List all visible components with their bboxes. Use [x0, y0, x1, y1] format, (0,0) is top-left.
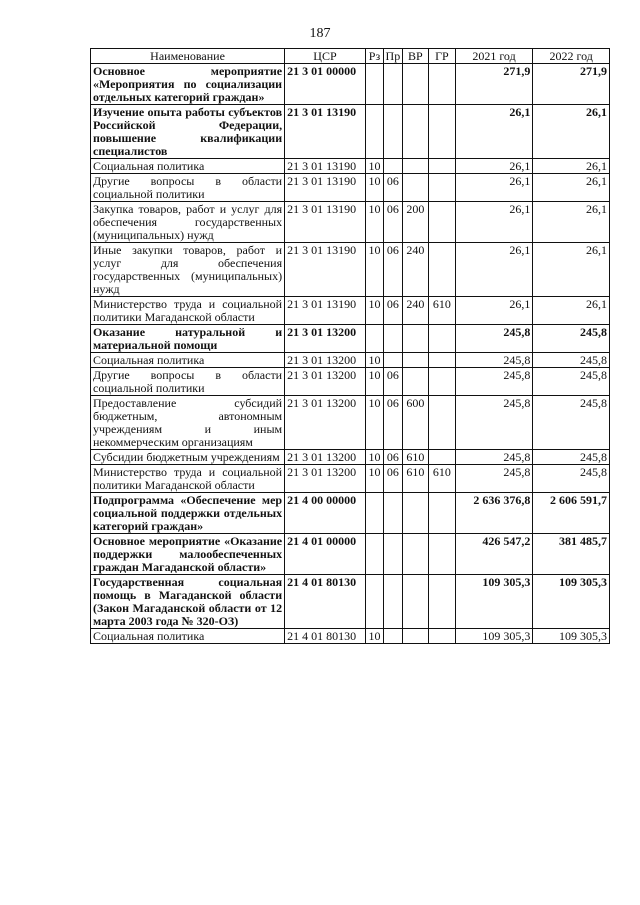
row-vr: [402, 534, 429, 575]
table-row: [91, 396, 610, 450]
row-gr: [429, 243, 456, 297]
row-amount-2021: 26,1: [455, 202, 533, 243]
row-amount-2022: 245,8: [533, 465, 610, 493]
table-row: [91, 629, 610, 644]
row-csr: 21 3 01 13200: [285, 465, 366, 493]
header-vr: ВР: [402, 49, 429, 64]
row-gr: [429, 368, 456, 396]
row-csr: 21 4 01 80130: [285, 629, 366, 644]
row-rz: [365, 534, 383, 575]
table-row: [91, 534, 610, 575]
table-row: [91, 159, 610, 174]
row-name: Оказание натуральной и материальной помощи: [91, 325, 285, 353]
row-name: Министерство труда и социальной политики Магаданской области: [91, 297, 285, 325]
row-amount-2022: 26,1: [533, 105, 610, 159]
row-name: Социальная политика: [91, 159, 285, 174]
row-gr: [429, 396, 456, 450]
row-pr: [384, 575, 402, 629]
row-name: Закупка товаров, работ и услуг для обеспечения государственных (муниципальных) нужд: [91, 202, 285, 243]
row-name: Изучение опыта работы субъектов Российской Федерации, повышение квалификации специалистов: [91, 105, 285, 159]
table-header-row: [91, 49, 610, 64]
row-pr: 06: [384, 297, 402, 325]
row-amount-2022: 245,8: [533, 396, 610, 450]
row-amount-2021: 26,1: [455, 105, 533, 159]
row-name: Социальная политика: [91, 629, 285, 644]
row-csr: 21 3 01 13190: [285, 297, 366, 325]
row-rz: 10: [365, 297, 383, 325]
row-rz: [365, 493, 383, 534]
row-name: Иные закупки товаров, работ и услуг для обеспечения государственных (муниципальных) нужд: [91, 243, 285, 297]
row-gr: [429, 64, 456, 105]
row-name: Министерство труда и социальной политики Магаданской области: [91, 465, 285, 493]
row-name: Другие вопросы в области социальной политики: [91, 174, 285, 202]
row-amount-2021: 271,9: [455, 64, 533, 105]
row-name: Подпрограмма «Обеспечение мер социальной поддержки отдельных категорий граждан»: [91, 493, 285, 534]
table-row: [91, 575, 610, 629]
row-rz: 10: [365, 202, 383, 243]
row-amount-2021: 245,8: [455, 368, 533, 396]
row-rz: 10: [365, 450, 383, 465]
row-amount-2021: 245,8: [455, 450, 533, 465]
row-vr: [402, 575, 429, 629]
row-csr: 21 3 01 13190: [285, 243, 366, 297]
row-csr: 21 3 01 13190: [285, 105, 366, 159]
row-rz: 10: [365, 368, 383, 396]
row-csr: 21 3 01 13200: [285, 353, 366, 368]
table-row: [91, 353, 610, 368]
row-amount-2021: 109 305,3: [455, 629, 533, 644]
row-amount-2021: 245,8: [455, 325, 533, 353]
row-gr: [429, 202, 456, 243]
row-rz: [365, 105, 383, 159]
row-vr: 610: [402, 450, 429, 465]
row-name: Основное мероприятие «Оказание поддержки малообеспеченных граждан Магаданской области»: [91, 534, 285, 575]
row-pr: 06: [384, 243, 402, 297]
row-pr: [384, 64, 402, 105]
row-gr: [429, 629, 456, 644]
row-pr: 06: [384, 202, 402, 243]
row-name: Предоставление субсидий бюджетным, автономным учреждениям и иным некоммерческим организациям: [91, 396, 285, 450]
header-year-2021: 2021 год: [455, 49, 533, 64]
row-amount-2021: 26,1: [455, 243, 533, 297]
row-csr: 21 3 01 13200: [285, 396, 366, 450]
row-csr: 21 3 01 13200: [285, 325, 366, 353]
row-gr: [429, 450, 456, 465]
row-gr: [429, 174, 456, 202]
row-rz: 10: [365, 465, 383, 493]
table-row: [91, 325, 610, 353]
row-gr: [429, 493, 456, 534]
row-amount-2022: 245,8: [533, 325, 610, 353]
row-amount-2022: 245,8: [533, 368, 610, 396]
row-amount-2021: 26,1: [455, 159, 533, 174]
row-csr: 21 3 01 13190: [285, 174, 366, 202]
row-rz: 10: [365, 159, 383, 174]
row-pr: [384, 325, 402, 353]
row-pr: [384, 629, 402, 644]
row-vr: 240: [402, 243, 429, 297]
table-row: [91, 105, 610, 159]
row-pr: 06: [384, 465, 402, 493]
row-amount-2021: 26,1: [455, 174, 533, 202]
row-pr: 06: [384, 396, 402, 450]
row-vr: [402, 325, 429, 353]
row-pr: [384, 534, 402, 575]
row-gr: [429, 105, 456, 159]
row-amount-2021: 26,1: [455, 297, 533, 325]
table-row: [91, 465, 610, 493]
table-row: [91, 64, 610, 105]
table-row: [91, 174, 610, 202]
row-amount-2022: 26,1: [533, 297, 610, 325]
header-pr: Пр: [385, 48, 401, 63]
row-rz: 10: [365, 396, 383, 450]
row-vr: [402, 105, 429, 159]
row-vr: [402, 64, 429, 105]
row-amount-2022: 26,1: [533, 174, 610, 202]
row-amount-2022: 26,1: [533, 202, 610, 243]
row-rz: 10: [365, 243, 383, 297]
row-vr: 200: [402, 202, 429, 243]
row-vr: 610: [402, 465, 429, 493]
table-row: [91, 243, 610, 297]
row-amount-2021: 109 305,3: [455, 575, 533, 629]
row-rz: 10: [365, 174, 383, 202]
row-vr: 600: [402, 396, 429, 450]
row-pr: [384, 493, 402, 534]
header-year-2022: 2022 год: [533, 49, 610, 64]
row-rz: [365, 325, 383, 353]
row-amount-2022: 109 305,3: [533, 629, 610, 644]
row-vr: [402, 368, 429, 396]
row-amount-2021: 426 547,2: [455, 534, 533, 575]
table-row: [91, 450, 610, 465]
row-amount-2022: 109 305,3: [533, 575, 610, 629]
row-pr: [384, 353, 402, 368]
row-gr: [429, 325, 456, 353]
row-amount-2022: 271,9: [533, 64, 610, 105]
row-amount-2022: 245,8: [533, 353, 610, 368]
table-row: [91, 368, 610, 396]
row-name: Субсидии бюджетным учреждениям: [91, 450, 285, 465]
row-gr: [429, 353, 456, 368]
row-amount-2021: 2 636 376,8: [455, 493, 533, 534]
row-csr: 21 3 01 00000: [285, 64, 366, 105]
row-vr: [402, 493, 429, 534]
row-gr: 610: [429, 297, 456, 325]
row-rz: 10: [365, 629, 383, 644]
table-row: [91, 297, 610, 325]
row-name: Другие вопросы в области социальной политики: [91, 368, 285, 396]
row-csr: 21 3 01 13200: [285, 368, 366, 396]
row-csr: 21 4 00 00000: [285, 493, 366, 534]
budget-table: [90, 48, 610, 644]
row-amount-2021: 245,8: [455, 465, 533, 493]
table-body: [91, 64, 610, 644]
page-number: 187: [309, 26, 331, 41]
row-amount-2022: 26,1: [533, 243, 610, 297]
row-csr: 21 3 01 13190: [285, 159, 366, 174]
header-name: Наименование: [91, 49, 285, 64]
table-row: [91, 493, 610, 534]
row-vr: 240: [402, 297, 429, 325]
row-vr: [402, 353, 429, 368]
row-csr: 21 3 01 13200: [285, 450, 366, 465]
header-rz: Рз: [365, 49, 383, 64]
row-amount-2021: 245,8: [455, 396, 533, 450]
row-rz: [365, 64, 383, 105]
row-gr: [429, 534, 456, 575]
row-name: Государственная социальная помощь в Магаданской области (Закон Магаданской области от 12 марта 2003 года № 320-ОЗ): [91, 575, 285, 629]
row-pr: 06: [384, 450, 402, 465]
header-gr: ГР: [429, 49, 456, 64]
row-csr: 21 4 01 80130: [285, 575, 366, 629]
row-pr: 06: [384, 174, 402, 202]
row-pr: [384, 105, 402, 159]
row-rz: [365, 575, 383, 629]
row-name: Социальная политика: [91, 353, 285, 368]
row-csr: 21 4 01 00000: [285, 534, 366, 575]
row-rz: 10: [365, 353, 383, 368]
row-pr: [384, 159, 402, 174]
row-gr: 610: [429, 465, 456, 493]
table-row: [91, 202, 610, 243]
row-amount-2021: 245,8: [455, 353, 533, 368]
row-gr: [429, 575, 456, 629]
row-vr: [402, 174, 429, 202]
row-gr: [429, 159, 456, 174]
row-name: Основное мероприятие «Мероприятия по социализации отдельных категорий граждан»: [91, 64, 285, 105]
row-csr: 21 3 01 13190: [285, 202, 366, 243]
row-vr: [402, 159, 429, 174]
row-vr: [402, 629, 429, 644]
row-amount-2022: 245,8: [533, 450, 610, 465]
row-amount-2022: 2 606 591,7: [533, 493, 610, 534]
row-amount-2022: 26,1: [533, 159, 610, 174]
row-pr: 06: [384, 368, 402, 396]
header-csr: ЦСР: [285, 49, 366, 64]
row-amount-2022: 381 485,7: [533, 534, 610, 575]
